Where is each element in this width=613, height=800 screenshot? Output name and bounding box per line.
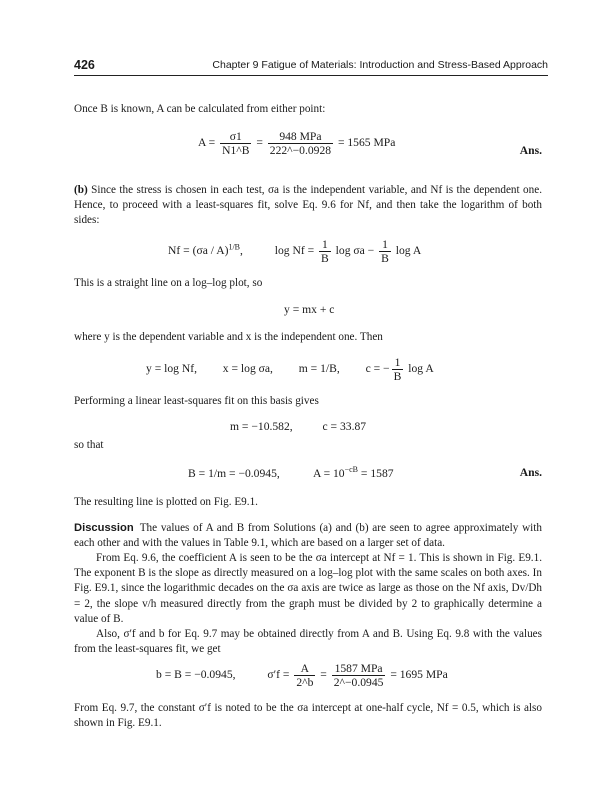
eq7-equals: = — [320, 668, 327, 682]
eq5-m: m = −10.582, — [230, 420, 293, 433]
eq2-den2: B — [381, 252, 389, 265]
eq1-frac2 — [268, 130, 333, 157]
eq5-c: c = 33.87 — [322, 420, 367, 433]
eq1-num2: 948 MPa — [268, 130, 333, 144]
eq2-lhs: Nf = — [168, 244, 190, 258]
eq4-y: y = log Nf, — [146, 362, 197, 376]
ans-label-1: Ans. — [519, 144, 542, 157]
eq7-b: b = B = −0.0945, — [156, 668, 236, 682]
eq2-base: (σa / A) — [192, 244, 229, 258]
paragraph-2 — [74, 183, 542, 229]
paragraph-6: so that — [74, 439, 104, 451]
running-header — [74, 56, 548, 74]
equation-A — [198, 130, 395, 157]
page-number: 426 — [74, 58, 95, 72]
eq1-den2: 222^−0.0928 — [269, 144, 332, 157]
discussion-label: Discussion — [74, 522, 134, 534]
eq7-num2: 1587 MPa — [332, 662, 386, 676]
equation-fit — [230, 420, 366, 433]
eq7-num1: A — [294, 662, 315, 676]
equation-B-A — [188, 465, 394, 480]
eq2-frac2 — [379, 238, 391, 265]
eq4-m: m = 1/B, — [298, 362, 340, 376]
chapter-title: Chapter 9 Fatigue of Materials: Introduction and Stress-Based Approach — [212, 59, 548, 71]
discussion-1-text: The values of A and B from Solutions (a) and (b) are seen to agree approximately with each other and with the values in Table 9.1, which are based on a larger set of data. — [74, 522, 542, 550]
eq1-equals: = — [256, 136, 263, 150]
ans-label-2: Ans. — [519, 466, 542, 479]
eq1-den1: N1^B — [222, 144, 250, 157]
eq6-B: B = 1/m = −0.0945, — [188, 466, 280, 480]
part-b-label: (b) — [74, 184, 88, 196]
equation-sigma-f — [156, 662, 448, 689]
eq7-rhs: = 1695 MPa — [390, 668, 448, 682]
eq6-val: = 1587 — [360, 466, 394, 480]
paragraph-2-text: Since the stress is chosen in each test, σa is the independent variable, and Nf is the dependent one. Hence, to proceed with a least-squares fit, solve Eq. 9.6 for Nf, and then take the logarithm of both sides: — [74, 184, 542, 227]
paragraph-5: Performing a linear least-squares fit on this basis gives — [74, 395, 319, 407]
paragraph-1: Once B is known, A can be calculated from either point: — [74, 103, 326, 115]
eq2-den1: B — [321, 252, 329, 265]
header-rule — [74, 75, 548, 76]
paragraph-3: This is a straight line on a log–log plot, so — [74, 277, 263, 289]
discussion-1 — [74, 521, 542, 551]
paragraph-7: The resulting line is plotted on Fig. E9.1. — [74, 496, 258, 508]
eq4-x: x = log σa, — [222, 362, 273, 376]
eq2-frac1 — [319, 238, 331, 265]
eq2-lhs2: log Nf = — [274, 244, 315, 258]
equation-substitutions — [146, 356, 434, 383]
eq1-rhs: = 1565 MPa — [337, 136, 396, 150]
eq2-mid1: log σa − — [335, 244, 375, 258]
eq1-lhs: A = — [198, 136, 216, 150]
eq4-num: 1 — [392, 356, 404, 370]
eq7-den2: 2^−0.0945 — [333, 676, 384, 689]
eq4-den: B — [393, 370, 402, 383]
eq7-frac2 — [332, 662, 386, 689]
eq2-mid2: log A — [395, 244, 422, 258]
eq7-frac1 — [294, 662, 315, 689]
eq4-c: c = − — [365, 362, 390, 376]
discussion-3: Also, σ′f and b for Eq. 9.7 may be obtained directly from A and B. Using Eq. 9.8 with the values from the least-squares fit, we get — [74, 628, 542, 656]
discussion-2: From Eq. 9.6, the coefficient A is seen to be the σa intercept at Nf = 1. This is shown in Fig. E9.1. The exponent B is the slope as directly measured on a log–log plot with the same scales on both axes. In Fig. E9.1, since the logarithmic decades on the σa axis are twice as large as those on the Nf axis, Dv/Dh = 2, the slope v/h measured directly from the graph must be divided by 2 to graphically determine a value of B. — [74, 552, 542, 625]
eq6-exp: −cB — [344, 465, 359, 474]
eq2-sep: , — [240, 244, 243, 258]
eq4-log: log A — [408, 362, 434, 376]
eq4-frac — [392, 356, 404, 383]
paragraph-4: where y is the dependent variable and x is the independent one. Then — [74, 331, 383, 343]
eq2-exp: 1/B — [228, 242, 241, 252]
eq2-num2: 1 — [379, 238, 391, 252]
eq1-frac1 — [220, 130, 251, 157]
equation-Nf — [168, 238, 421, 265]
equation-line: y = mx + c — [284, 303, 335, 316]
eq6-A: A = 10 — [312, 466, 345, 480]
eq7-den1: 2^b — [296, 676, 314, 689]
eq7-sigma: σ′f = — [267, 668, 290, 682]
eq2-num1: 1 — [319, 238, 331, 252]
discussion-4: From Eq. 9.7, the constant σ′f is noted to be the σa intercept at one-half cycle, Nf = 0.5, which is also shown in Fig. E9.1. — [74, 702, 542, 730]
eq1-num1: σ1 — [220, 130, 251, 144]
